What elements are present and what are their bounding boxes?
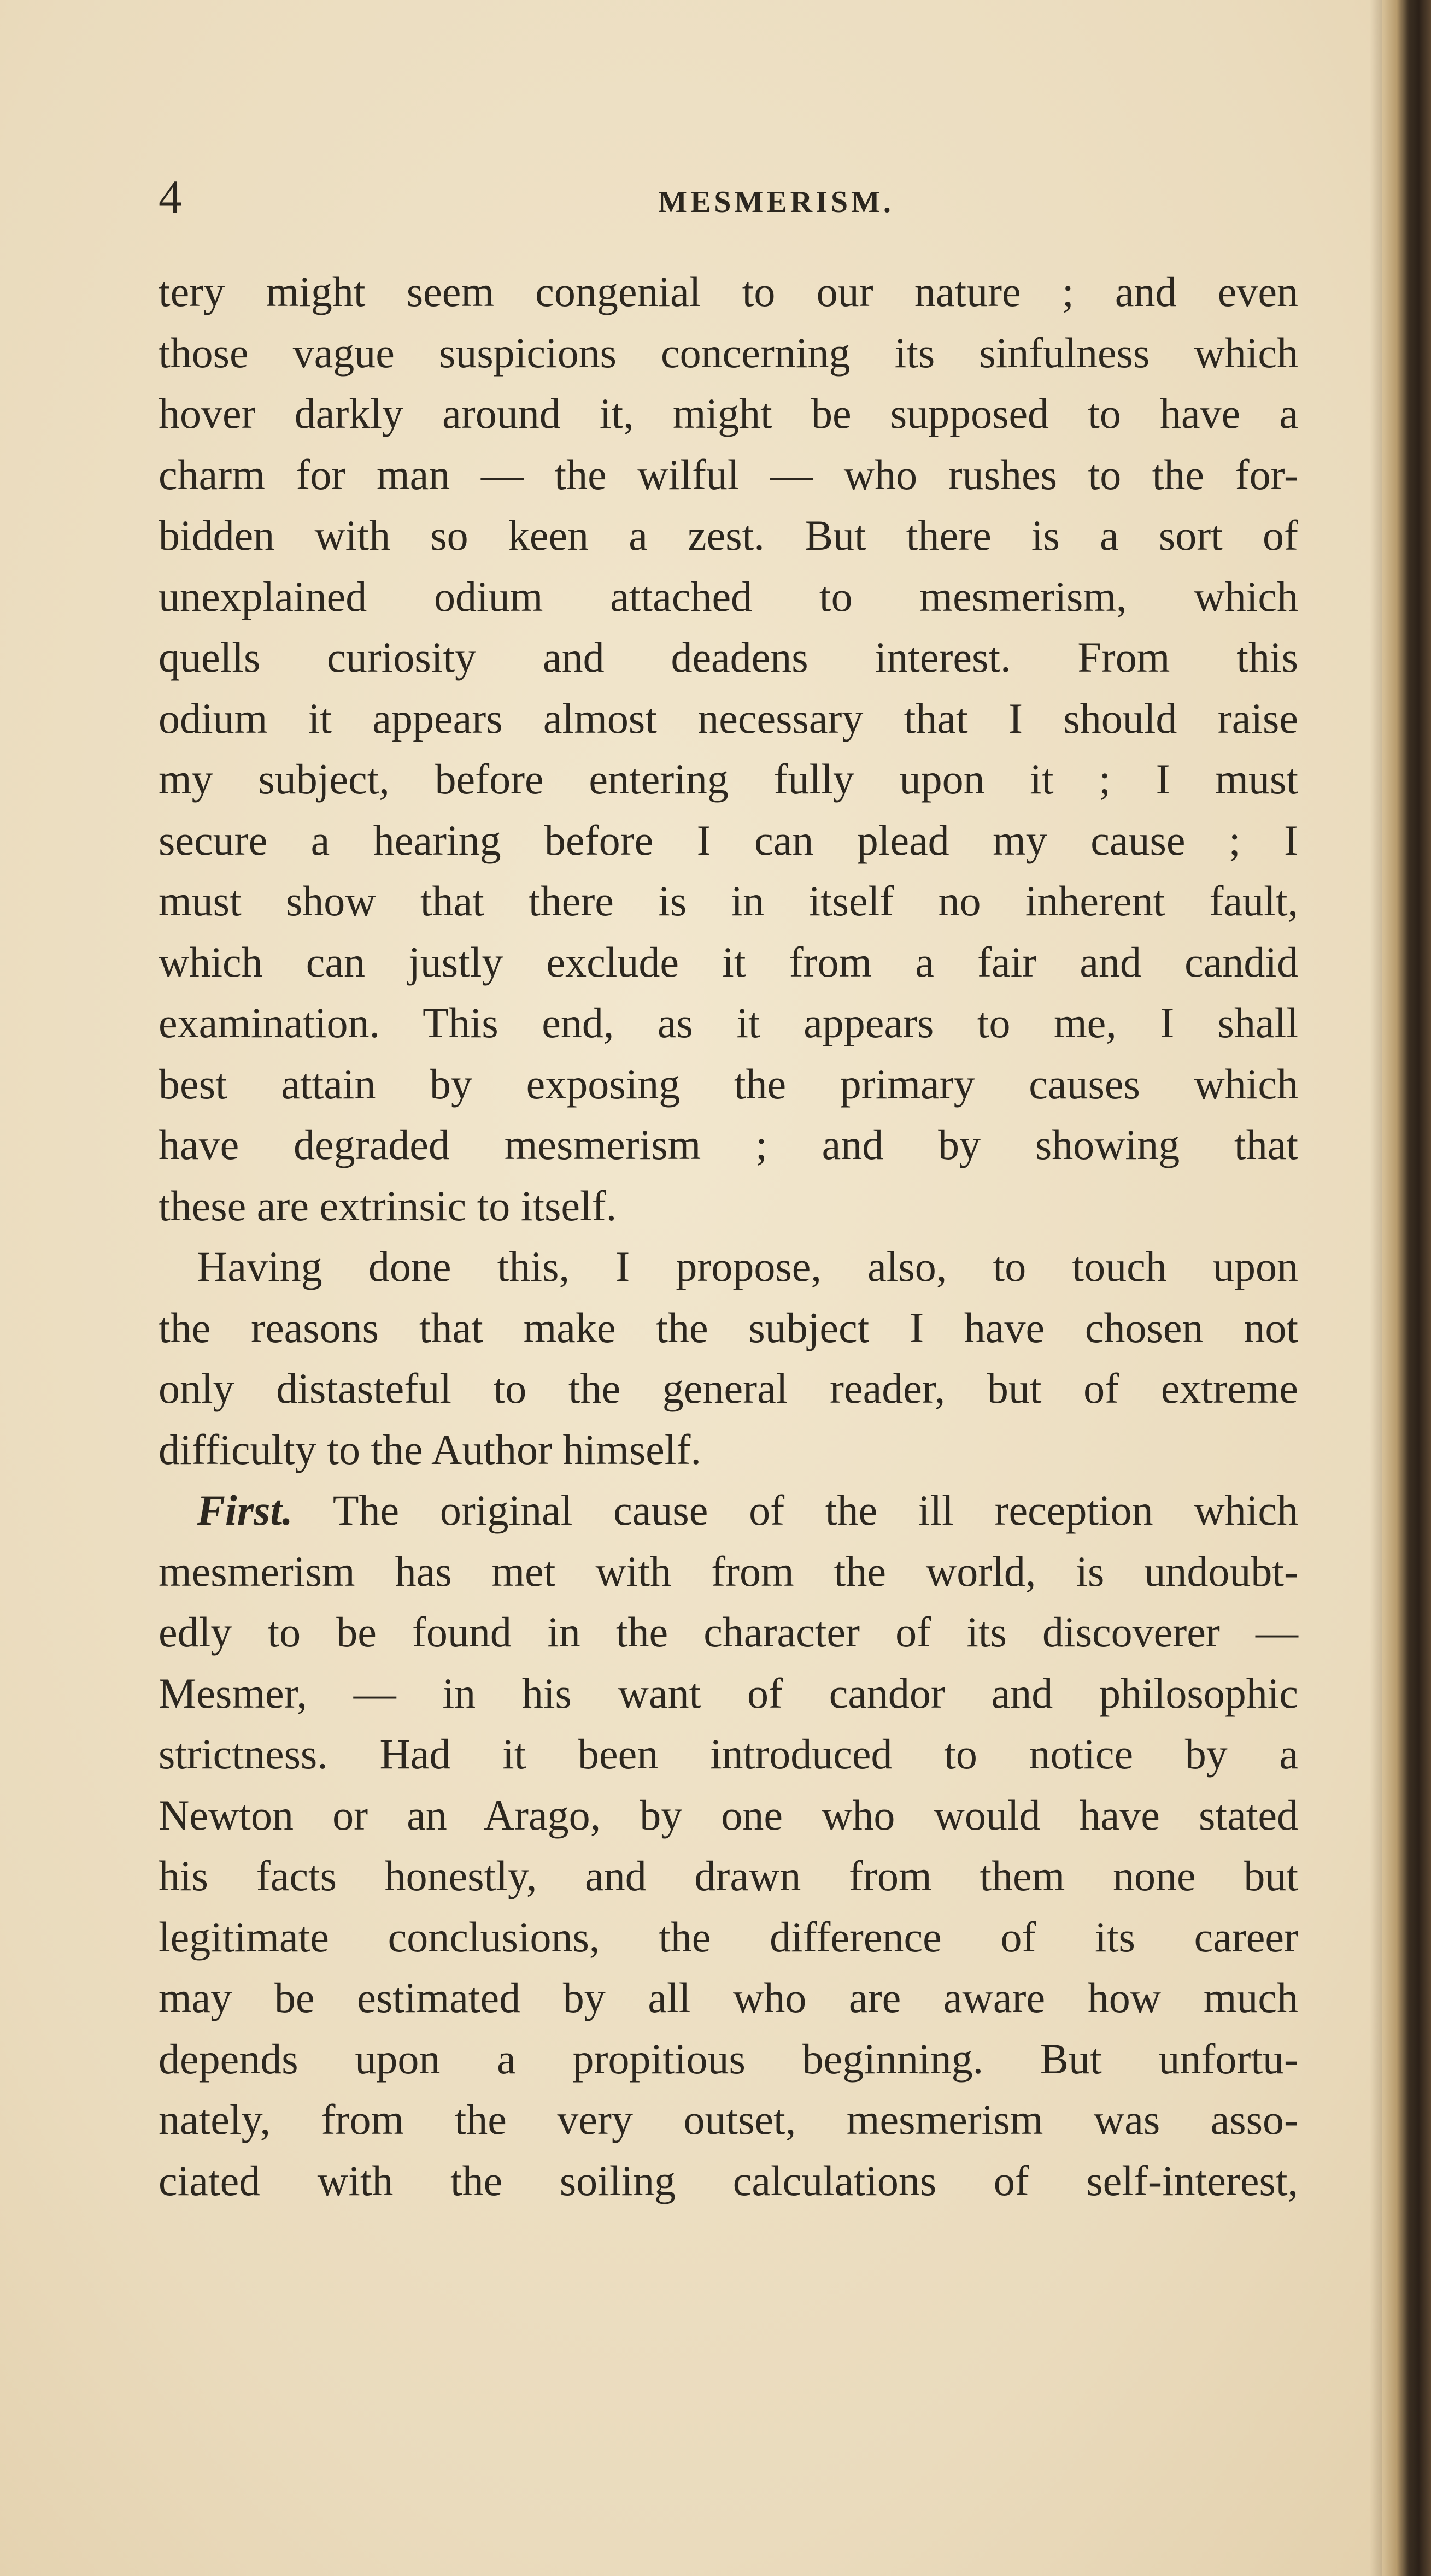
- text-line: which can justly exclude it from a fair and candid: [159, 938, 1298, 986]
- running-title: MESMERISM.: [658, 185, 894, 219]
- text-line-first: [159, 1480, 1298, 1541]
- body-text: [159, 261, 1298, 2211]
- text-line: secure a hearing before I can plead my cause ; I: [159, 816, 1298, 864]
- text-line: may be estimated by all who are aware how much: [159, 1974, 1298, 2021]
- text-line-rest: The original cause of the ill reception which: [332, 1486, 1299, 1534]
- text-line: those vague suspicions concerning its sinfulness which: [159, 328, 1298, 377]
- text-line: odium it appears almost necessary that I should raise: [159, 694, 1298, 742]
- text-line: my subject, before entering fully upon it ; I must: [159, 755, 1298, 803]
- first-label: First.: [197, 1486, 293, 1534]
- running-head: [159, 164, 1285, 230]
- text-line: nately, from the very outset, mesmerism was asso-: [159, 2096, 1298, 2143]
- text-line: the reasons that make the subject I have chosen not: [159, 1303, 1298, 1351]
- text-line: Having done this, I propose, also, to touch upon: [197, 1243, 1298, 1290]
- text-line: best attain by exposing the primary causes which: [159, 1060, 1298, 1108]
- page-gutter-shadow: [1370, 0, 1382, 2576]
- text-line: only distasteful to the general reader, but of extreme: [159, 1365, 1298, 1412]
- text-line: ciated with the soiling calculations of self-interest,: [159, 2156, 1298, 2204]
- text-line: Mesmer, — in his want of candor and philosophic: [159, 1669, 1298, 1717]
- text-line: tery might seem congenial to our nature ; and even: [159, 268, 1298, 315]
- text-line: his facts honestly, and drawn from them none but: [159, 1852, 1298, 1899]
- text-line: strictness. Had it been introduced to notice by a: [159, 1730, 1298, 1778]
- text-line: mesmerism has met with from the world, is undoubt-: [159, 1547, 1298, 1595]
- text-line: examination. This end, as it appears to me, I shall: [159, 999, 1298, 1046]
- text-line: charm for man — the wilful — who rushes to the for-: [159, 450, 1298, 498]
- text-line: edly to be found in the character of its discoverer —: [159, 1608, 1298, 1656]
- book-spine: [1382, 0, 1431, 2576]
- text-line: these are extrinsic to itself.: [159, 1181, 617, 1230]
- text-line: bidden with so keen a zest. But there is a sort of: [159, 511, 1298, 559]
- text-line: difficulty to the Author himself.: [159, 1425, 701, 1473]
- text-line: depends upon a propitious beginning. But unfortu-: [159, 2034, 1298, 2083]
- text-line: must show that there is in itself no inherent fault,: [159, 877, 1298, 925]
- text-line: Newton or an Arago, by one who would have stated: [159, 1791, 1298, 1839]
- text-line: quells curiosity and deadens interest. From this: [159, 633, 1298, 681]
- text-line: legitimate conclusions, the difference of its career: [159, 1913, 1298, 1961]
- text-line: unexplained odium attached to mesmerism, which: [159, 572, 1298, 620]
- text-line: have degraded mesmerism ; and by showing that: [159, 1121, 1298, 1168]
- page-number: 4: [159, 170, 182, 223]
- text-line: hover darkly around it, might be supposed to have a: [159, 390, 1298, 437]
